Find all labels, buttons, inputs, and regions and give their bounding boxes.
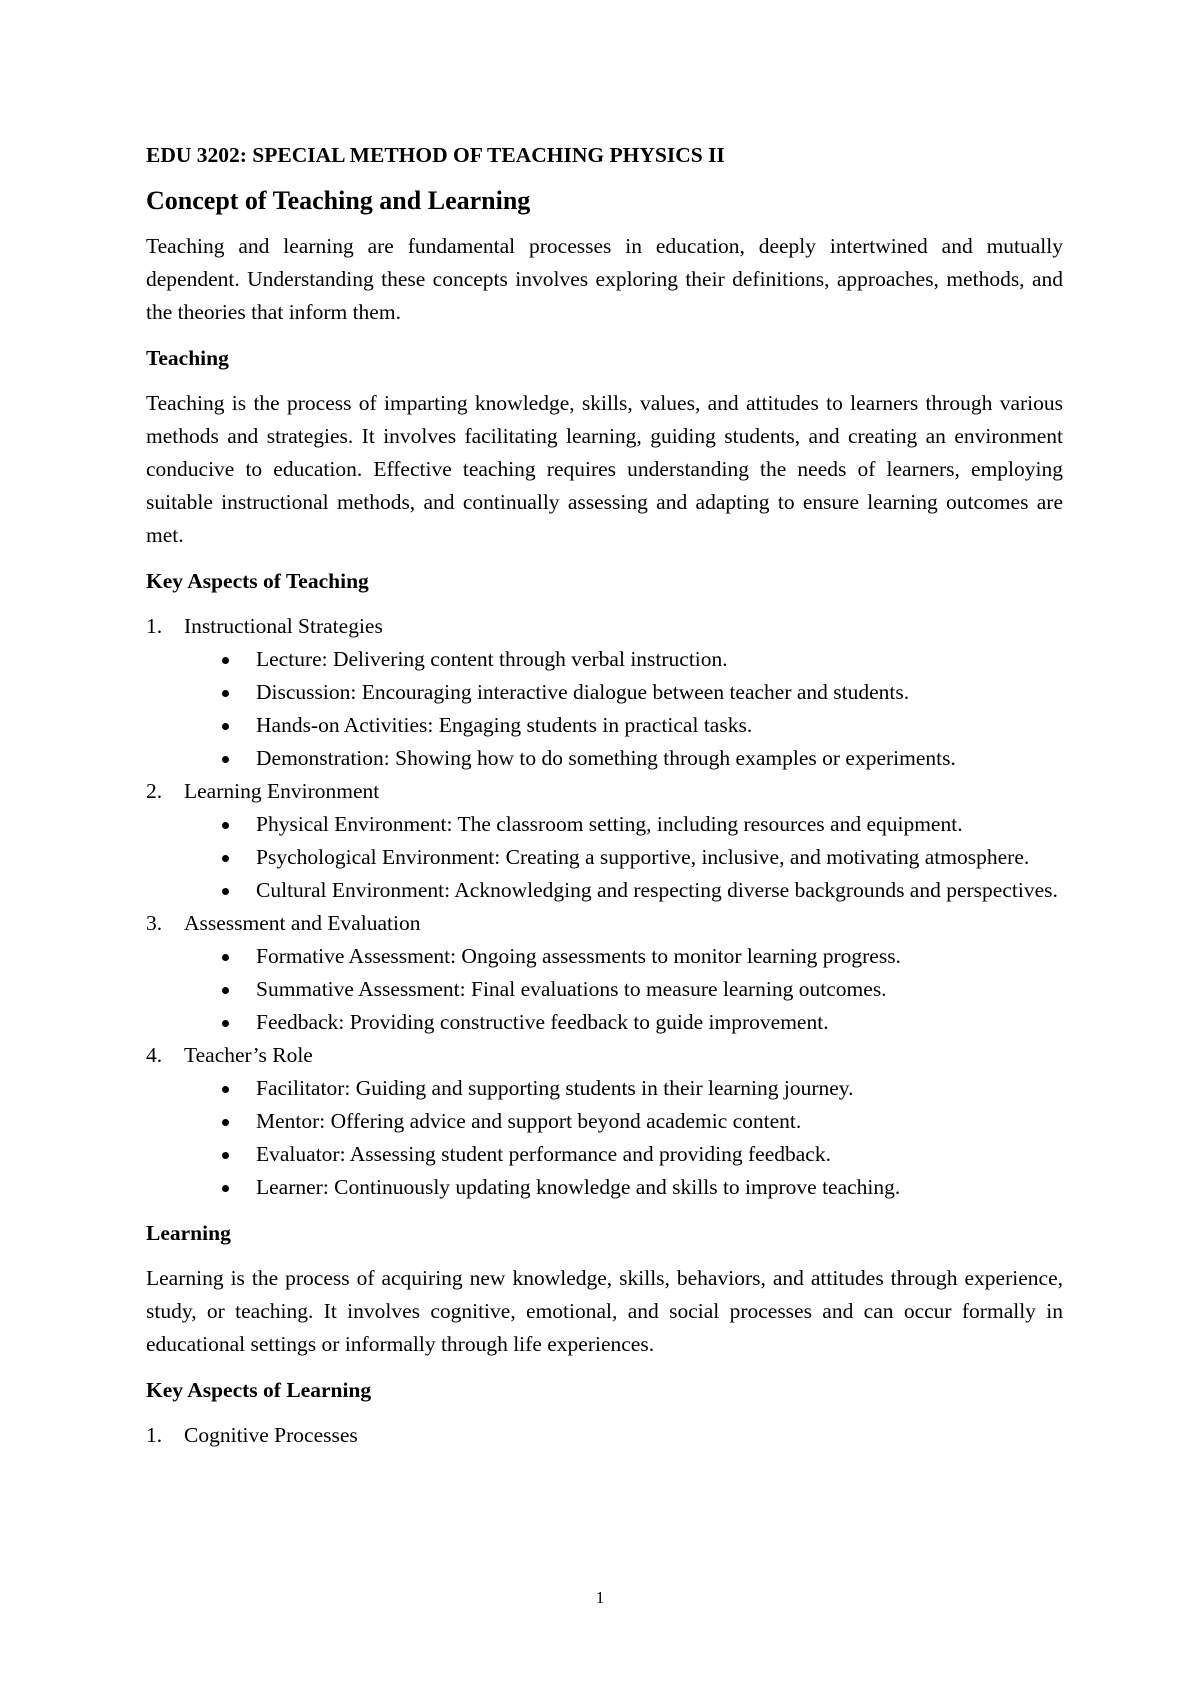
main-heading: Concept of Teaching and Learning bbox=[146, 186, 531, 215]
list-item bbox=[146, 775, 1063, 907]
bullet-item bbox=[184, 1006, 1063, 1039]
teaching-aspects-heading: Key Aspects of Teaching bbox=[146, 569, 369, 593]
list-item bbox=[146, 610, 1063, 775]
bullet-item bbox=[184, 874, 1063, 907]
bullet-item bbox=[184, 643, 1063, 676]
list-number: 2. bbox=[146, 779, 163, 803]
bullet-text: Formative Assessment: Ongoing assessments to monitor learning progress. bbox=[256, 944, 901, 968]
list-item-title: Assessment and Evaluation bbox=[184, 911, 421, 935]
bullet-icon bbox=[222, 954, 229, 961]
learning-paragraph: Learning is the process of acquiring new knowledge, skills, behaviors, and attitudes through experience, study, or teaching. It involves cognitive, emotional, and social processes and can occur formally in educational settings or informally through life experiences. bbox=[146, 1266, 1063, 1356]
bullet-text: Summative Assessment: Final evaluations to measure learning outcomes. bbox=[256, 977, 887, 1001]
document-page bbox=[146, 140, 1063, 1466]
list-item-title: Learning Environment bbox=[184, 779, 380, 803]
list-number: 1. bbox=[146, 614, 163, 638]
bullet-icon bbox=[222, 690, 229, 697]
bullet-icon bbox=[222, 822, 229, 829]
bullet-icon bbox=[222, 987, 229, 994]
bullet-item bbox=[184, 709, 1063, 742]
bullet-item bbox=[184, 1171, 1063, 1204]
bullet-icon bbox=[222, 1119, 229, 1126]
bullet-text: Discussion: Encouraging interactive dialogue between teacher and students. bbox=[256, 680, 910, 704]
list-number: 3. bbox=[146, 911, 163, 935]
bullet-icon bbox=[222, 855, 229, 862]
intro-paragraph: Teaching and learning are fundamental processes in education, deeply intertwined and mutually dependent. Understanding these concepts involves exploring their definitions, approaches, methods, and the theories that inform them. bbox=[146, 234, 1063, 324]
bullet-text: Psychological Environment: Creating a supportive, inclusive, and motivating atmosphere. bbox=[256, 845, 1030, 869]
list-item-title: Instructional Strategies bbox=[184, 614, 383, 638]
page-number: 1 bbox=[595, 1588, 605, 1607]
bullet-icon bbox=[222, 723, 229, 730]
bullet-item bbox=[184, 1072, 1063, 1105]
bullet-item bbox=[184, 676, 1063, 709]
bullet-icon bbox=[222, 888, 229, 895]
bullet-text: Hands-on Activities: Engaging students in practical tasks. bbox=[256, 713, 753, 737]
bullet-item bbox=[184, 1138, 1063, 1171]
bullet-item bbox=[184, 841, 1063, 874]
bullet-item bbox=[184, 1105, 1063, 1138]
bullet-item bbox=[184, 808, 1063, 841]
teaching-heading: Teaching bbox=[146, 346, 229, 370]
bullet-text: Learner: Continuously updating knowledge and skills to improve teaching. bbox=[256, 1175, 901, 1199]
learning-heading: Learning bbox=[146, 1221, 231, 1245]
list-item bbox=[146, 1419, 1063, 1452]
bullet-text: Feedback: Providing constructive feedback to guide improvement. bbox=[256, 1010, 829, 1034]
teaching-aspects-list bbox=[146, 610, 1063, 1204]
bullet-text: Facilitator: Guiding and supporting students in their learning journey. bbox=[256, 1076, 854, 1100]
bullet-list bbox=[184, 643, 1063, 775]
bullet-text: Demonstration: Showing how to do something through examples or experiments. bbox=[256, 746, 956, 770]
list-item bbox=[146, 907, 1063, 1039]
bullet-icon bbox=[222, 1152, 229, 1159]
bullet-icon bbox=[222, 1185, 229, 1192]
bullet-item bbox=[184, 973, 1063, 1006]
bullet-list bbox=[184, 940, 1063, 1039]
list-item-title: Teacher’s Role bbox=[184, 1043, 313, 1067]
bullet-list bbox=[184, 808, 1063, 907]
bullet-icon bbox=[222, 1086, 229, 1093]
bullet-icon bbox=[222, 1020, 229, 1027]
bullet-text: Mentor: Offering advice and support beyond academic content. bbox=[256, 1109, 802, 1133]
bullet-icon bbox=[222, 756, 229, 763]
bullet-text: Physical Environment: The classroom setting, including resources and equipment. bbox=[256, 812, 963, 836]
learning-aspects-list bbox=[146, 1419, 1063, 1452]
list-number: 4. bbox=[146, 1043, 163, 1067]
course-title: EDU 3202: SPECIAL METHOD OF TEACHING PHYSICS II bbox=[146, 143, 725, 167]
learning-aspects-heading: Key Aspects of Learning bbox=[146, 1378, 372, 1402]
bullet-item bbox=[184, 742, 1063, 775]
bullet-text: Evaluator: Assessing student performance and providing feedback. bbox=[256, 1142, 831, 1166]
bullet-text: Cultural Environment: Acknowledging and respecting diverse backgrounds and perspectives. bbox=[256, 878, 1058, 902]
bullet-text: Lecture: Delivering content through verbal instruction. bbox=[256, 647, 728, 671]
bullet-list bbox=[184, 1072, 1063, 1204]
list-number: 1. bbox=[146, 1423, 163, 1447]
bullet-item bbox=[184, 940, 1063, 973]
list-item bbox=[146, 1039, 1063, 1204]
bullet-icon bbox=[222, 657, 229, 664]
list-item-title: Cognitive Processes bbox=[184, 1423, 358, 1447]
teaching-paragraph: Teaching is the process of imparting knowledge, skills, values, and attitudes to learners through various methods and strategies. It involves facilitating learning, guiding students, and creating an environment conducive to education. Effective teaching requires understanding the needs of learners, employing suitable instructional methods, and continually assessing and adapting to ensure learning outcomes are met. bbox=[146, 391, 1063, 547]
